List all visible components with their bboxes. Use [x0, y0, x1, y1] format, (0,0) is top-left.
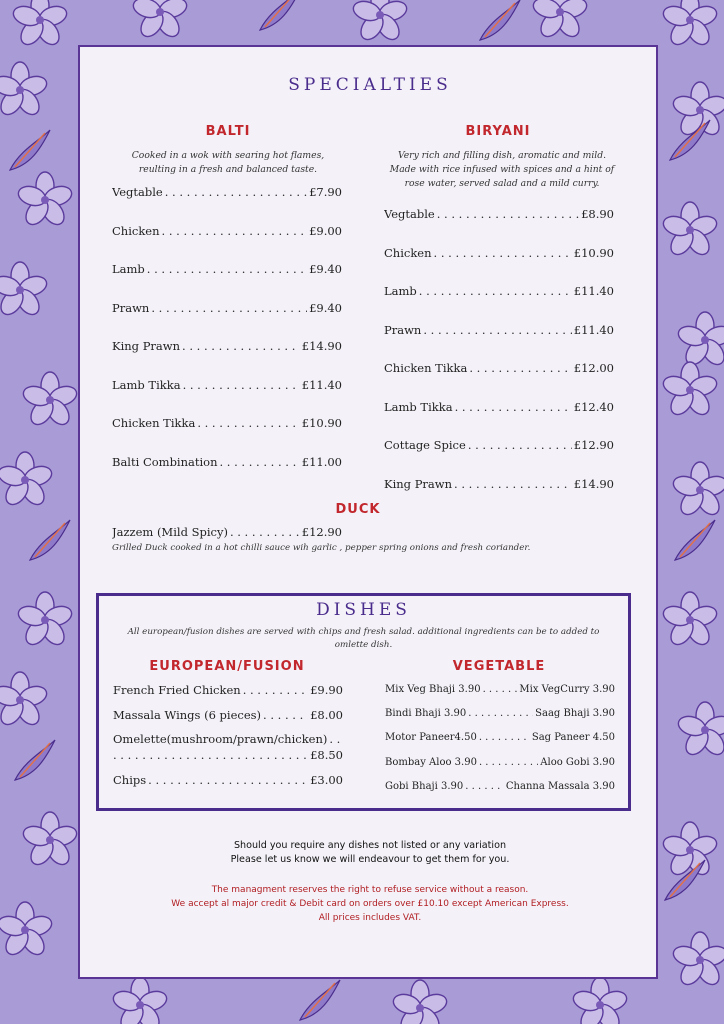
european-list [113, 683, 343, 798]
menu-item: Omelette(mushroom/prawn/chicken) . . . [113, 732, 343, 748]
menu-panel [78, 45, 658, 979]
menu-item: French Fried Chicken . . . £9.90 [113, 683, 343, 708]
veg-row: Gobi Bhaji 3.90 . . . Channa Massala 3.90 [385, 781, 615, 805]
menu-item: Vegtable . . . £8.90 [384, 207, 614, 246]
menu-item: Balti Combination . . . £11.00 [112, 455, 342, 494]
balti-heading: BALTI [205, 124, 251, 139]
menu-item: King Prawn . . . £14.90 [112, 339, 342, 378]
duck-heading: DUCK [335, 502, 381, 517]
vegetable-heading: VEGETABLE [452, 659, 546, 674]
menu-item: Lamb . . . £11.40 [384, 284, 614, 323]
menu-item: Prawn . . . £9.40 [112, 301, 342, 340]
biryani-list [384, 207, 614, 515]
european-fusion-heading: EUROPEAN/FUSION [149, 659, 305, 674]
menu-item: Chicken Tikka . . . £12.00 [384, 361, 614, 400]
menu-item: Lamb Tikka . . . £11.40 [112, 378, 342, 417]
menu-item: Massala Wings (6 pieces) . . . £8.00 [113, 708, 343, 733]
veg-row: Motor Paneer4.50 . . . Sag Paneer 4.50 [385, 732, 615, 756]
menu-item: Prawn . . . £11.40 [384, 323, 614, 362]
dishes-box [96, 593, 631, 811]
dishes-note: All european/fusion dishes are served with chips and fresh salad. additional ingredients can be to added to omlette dish. [127, 627, 600, 650]
veg-row: Bindi Bhaji 3.90 . . . Saag Bhaji 3.90 [385, 708, 615, 732]
duck-description: Grilled Duck cooked in a hot chilli sauce wih garlic , pepper spring onions and fresh coriander. [112, 543, 531, 553]
balti-description: Cooked in a wok with searing hot flames, reulting in a fresh and balanced taste. [131, 150, 325, 175]
menu-item: Lamb Tikka . . . £12.40 [384, 400, 614, 439]
menu-item: Chicken . . . £10.90 [384, 246, 614, 285]
balti-list [112, 185, 342, 493]
menu-item: Lamb . . . £9.40 [112, 262, 342, 301]
veg-row: Bombay Aloo 3.90 . . . Aloo Gobi 3.90 [385, 757, 615, 781]
footer-policy: The managment reserves the right to refuse service without a reason. We accept al major credit & Debit card on orders over £10.10 except American Express. All prices includes VAT. [171, 885, 569, 923]
biryani-description: Very rich and filling dish, aromatic and mild. Made with rice infused with spices and a hint of rose water, served salad and a mild curry. [389, 150, 615, 189]
menu-item: Cottage Spice . . . £12.90 [384, 438, 614, 477]
menu-item: Chips . . . £3.00 [113, 773, 343, 798]
specialties-title: SPECIALTIES [288, 75, 452, 95]
biryani-heading: BIRYANI [465, 124, 531, 139]
menu-item: Vegtable . . . £7.90 [112, 185, 342, 224]
duck-item: Jazzem (Mild Spicy) . . . £12.90 [112, 525, 342, 539]
footer-note: Should you require any dishes not listed or any variation Please let us know we will endeavour to get them for you. [230, 840, 510, 865]
menu-item: Chicken . . . £9.00 [112, 224, 342, 263]
menu-item: Chicken Tikka . . . £10.90 [112, 416, 342, 455]
veg-row: Mix Veg Bhaji 3.90 . . . Mix VegCurry 3.90 [385, 684, 615, 708]
menu-item-continued: . . . £8.50 [113, 748, 343, 773]
vegetable-list [385, 684, 615, 805]
dishes-title: DISHES [316, 600, 411, 620]
menu-item: King Prawn . . . £14.90 [384, 477, 614, 516]
